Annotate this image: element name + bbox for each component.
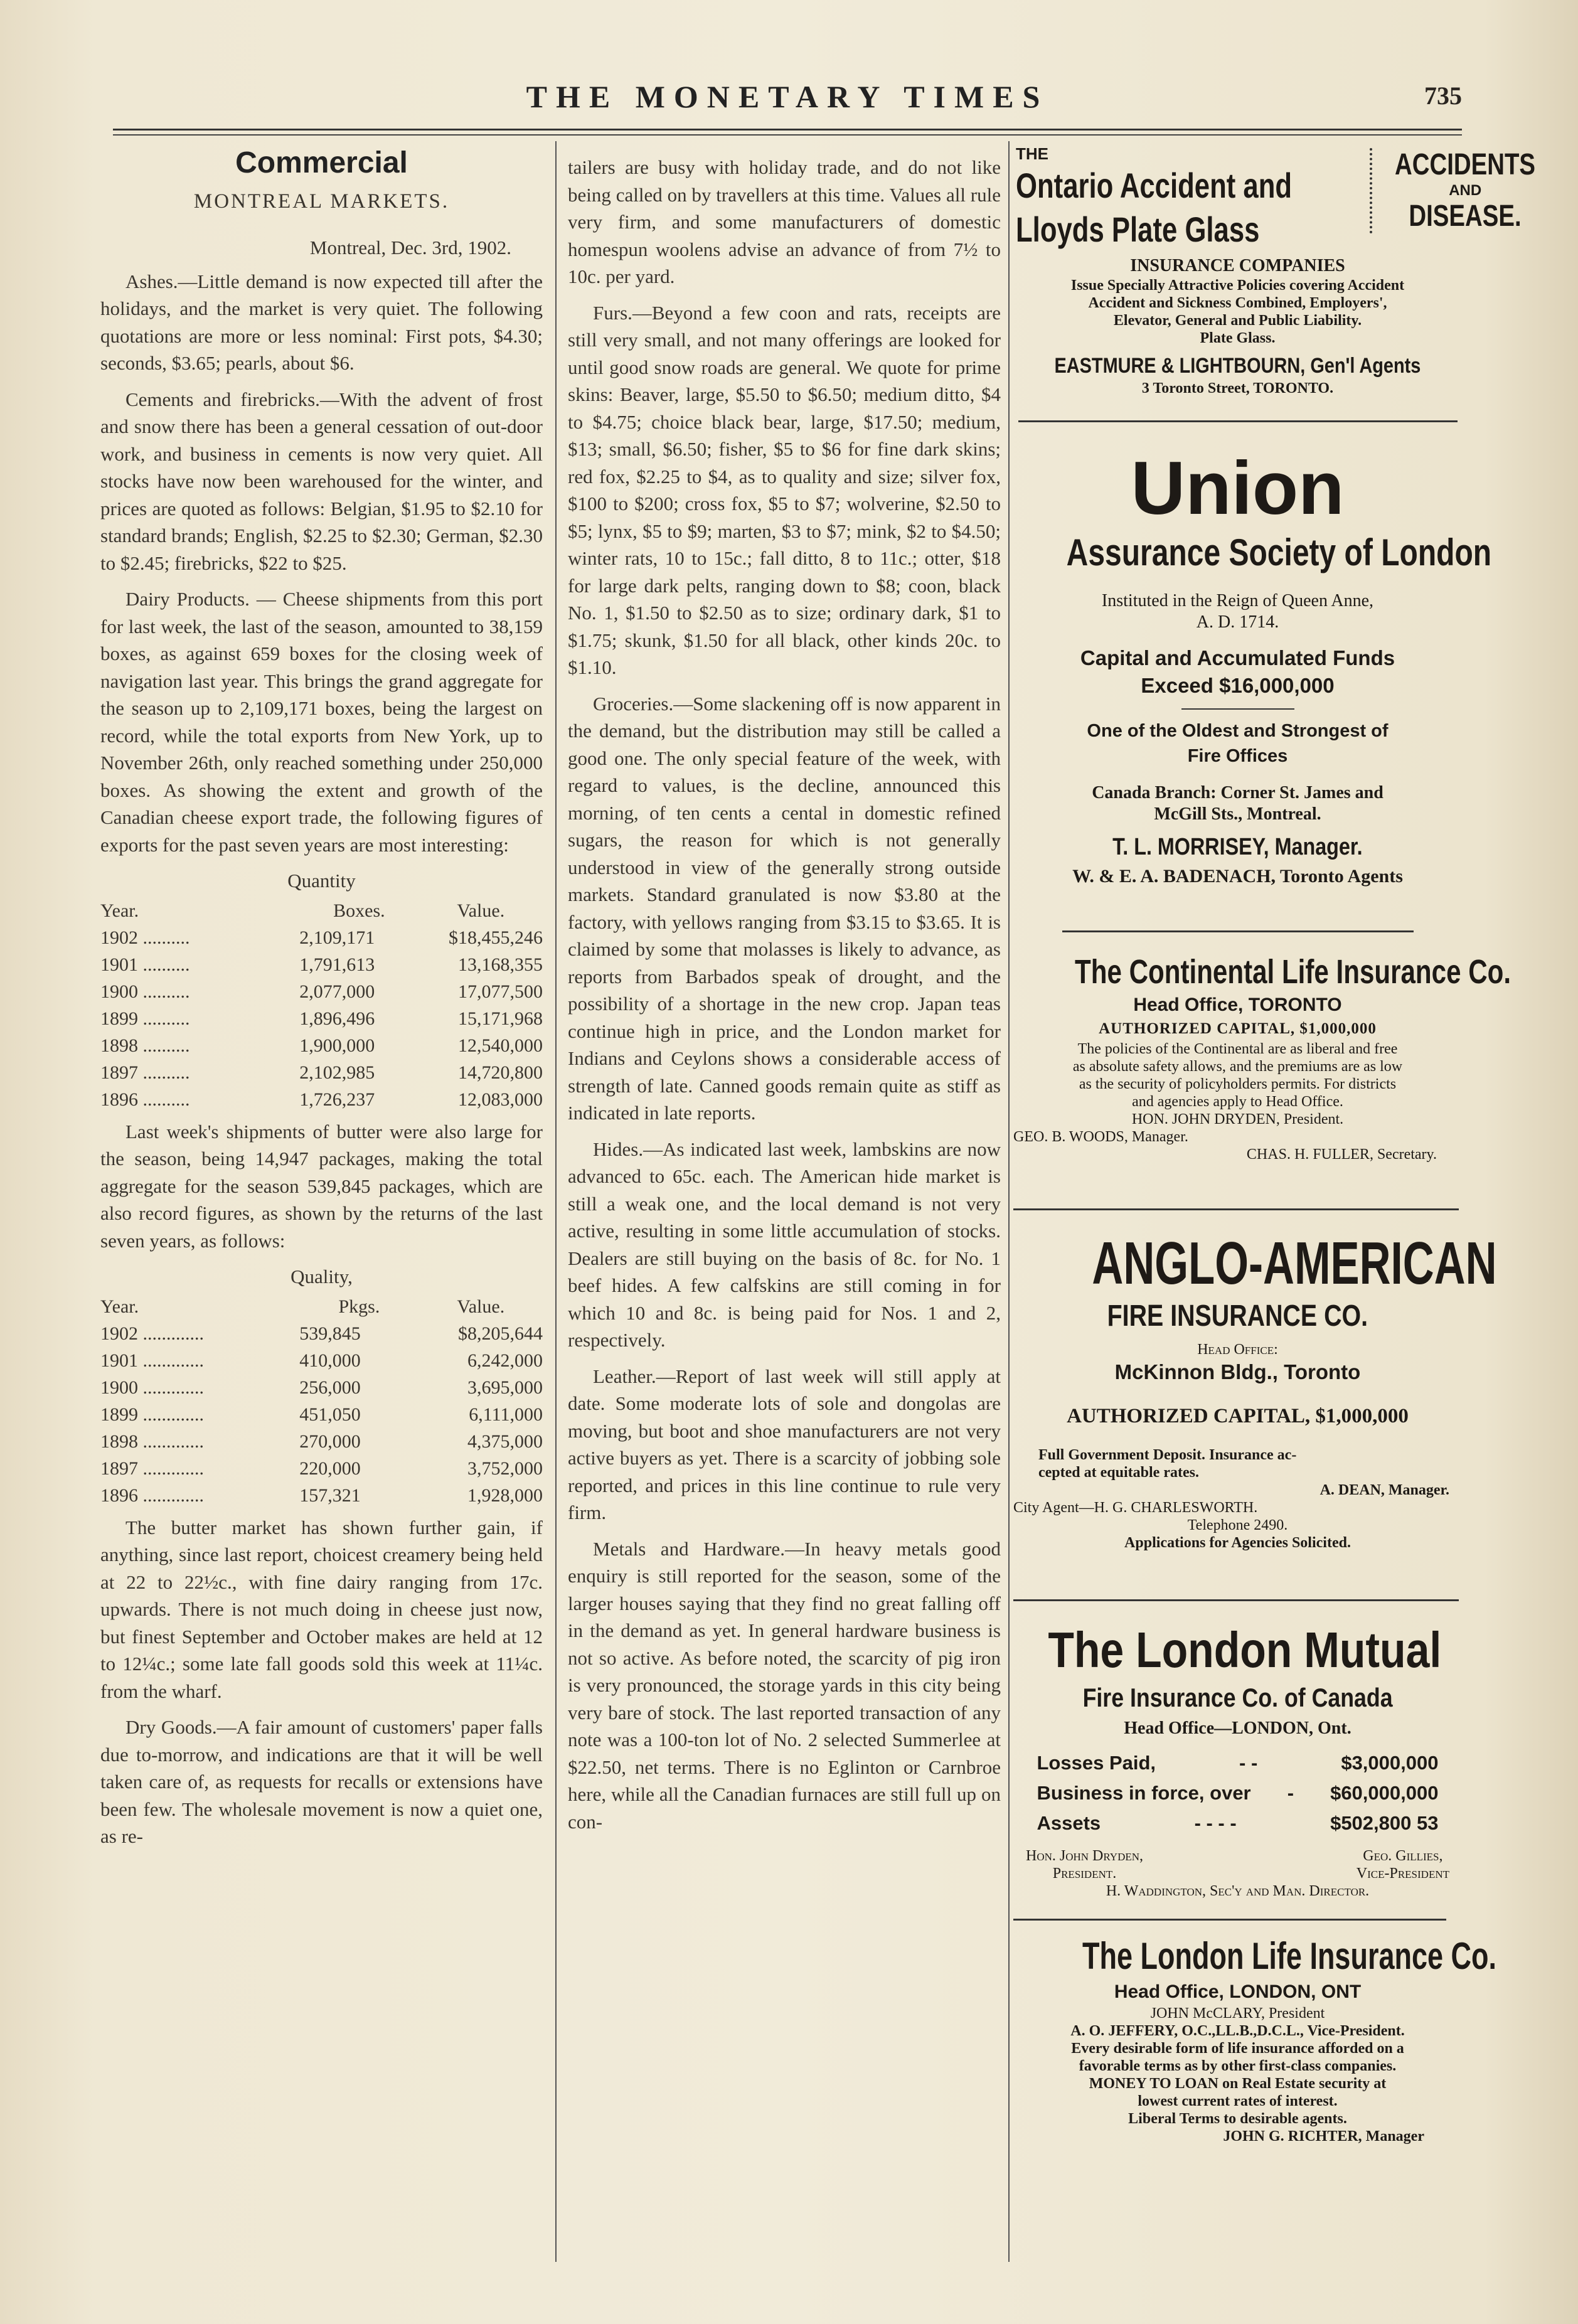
ad-london-life — [1013, 1933, 1497, 2145]
table-header: Pkgs. — [338, 1296, 380, 1317]
ad-company-name: Ontario Accident and — [1016, 166, 1293, 205]
table-cell: 1,928,000 — [467, 1484, 543, 1506]
ad-capital: Exceed $16,000,000 — [1141, 674, 1335, 697]
ad-text: as absolute safety allows, and the premiums are as low — [1072, 1058, 1403, 1075]
paragraph-butter: Last week's shipments of butter were also large for the season, being 14,947 packages, making the total aggregate for the season 539,845 packages, which are also record figures, as shown by the returns of the last seven years, as follows: — [100, 1120, 543, 1252]
ad-capital: AUTHORIZED CAPITAL, $1,000,000 — [1067, 1405, 1409, 1427]
table-cell: 451,050 — [299, 1404, 361, 1425]
paragraph-dairy: Dairy Products. — Cheese shipments from this port for last week, the last of the season, amounted to 38,159 boxes, as against 659 boxes for the closing week of navigation last year. This brings the grand aggregate for the season up to 2,109,171 boxes, being the largest on record, while the total exports from New York, up to November 26th, only reached something under 250,000 boxes. As showing the extent and growth of the Canadian cheese export trade, the following figures of exports for the past seven years are most interesting: — [100, 588, 543, 856]
table-cell: 6,242,000 — [467, 1350, 543, 1371]
ad-text: Head Office: — [1197, 1341, 1278, 1358]
table-cell: 157,321 — [299, 1484, 361, 1506]
officer-name: Geo. Gillies, — [1363, 1848, 1443, 1864]
ad-text: City Agent—H. G. CHARLESWORTH. — [1013, 1500, 1258, 1516]
table-cell: 12,540,000 — [458, 1035, 543, 1056]
ad-companies-label: INSURANCE COMPANIES — [1130, 256, 1345, 275]
stat-value: $60,000,000 — [1330, 1782, 1439, 1804]
page-number: 735 — [1424, 82, 1462, 110]
paragraph-butter-market: The butter market has shown further gain, if anything, since last report, choicest creamery being held at 22 to 22½c., with fine dairy ranging from 17c. upwards. There is not much doing in cheese just now, but finest September and October makes are held at 12 to 12¼c.; some late fall goods sold this week at 11¼c. from the wharf. — [100, 1516, 543, 1702]
ad-side-text: AND — [1449, 182, 1482, 199]
table-cell: 1898 .......... — [100, 1035, 190, 1056]
table-cell: 1900 ............. — [100, 1377, 204, 1398]
stat-row — [1037, 1748, 1439, 1778]
column-divider — [555, 141, 557, 2262]
ad-text: McGill Sts., Montreal. — [1154, 804, 1321, 824]
stat-value: $3,000,000 — [1341, 1752, 1439, 1774]
table-cell: 1901 .......... — [100, 954, 190, 975]
ad-text: Telephone 2490. — [1187, 1517, 1288, 1533]
table-cell: 1,896,496 — [299, 1008, 375, 1029]
table-cell: 1898 ............. — [100, 1431, 204, 1452]
table-cell: 1897 ............. — [100, 1458, 204, 1479]
officer-name: Hon. John Dryden, — [1026, 1848, 1144, 1864]
paragraph-ashes: Ashes.—Little demand is now expected till after the holidays, and the market is very quiet. The following quotations are more or less nominal: First pots, $4.30; seconds, $3.65; pearls, about $6. — [100, 270, 543, 374]
table-row — [100, 1374, 543, 1401]
table-cell: $8,205,644 — [458, 1323, 543, 1344]
stat-value: $502,800 53 — [1330, 1812, 1439, 1834]
table-cell: 2,109,171 — [299, 927, 375, 948]
paragraph-cements: Cements and firebricks.—With the advent of frost and snow there has been a general cessation of out-door work, and business in cements is now very quiet. All stocks have now been warehoused for the winter, and prices are quoted as follows: Belgian, $1.95 to $2.10 for standard brands; English, $2.25 to $2.30; German, $2.30 to $2.45; firebricks, $22 to $25. — [100, 388, 543, 574]
ad-text: Canada Branch: Corner St. James and — [1092, 783, 1383, 802]
ad-text: cepted at equitable rates. — [1038, 1464, 1199, 1481]
ad-officers — [1013, 1847, 1462, 1882]
ad-text: A. O. JEFFERY, O.C.,LL.B.,D.C.L., Vice-President. — [1070, 2023, 1405, 2039]
table-row — [100, 1455, 543, 1482]
table-cell: 256,000 — [299, 1377, 361, 1398]
stat-label: Assets — [1037, 1812, 1101, 1834]
page-header — [113, 78, 1462, 122]
ad-agents: EASTMURE & LIGHTBOURN, Gen'l Agents — [1054, 354, 1421, 378]
ad-title: Union — [1131, 446, 1345, 530]
ad-text: McKinnon Bldg., Toronto — [1114, 1360, 1361, 1383]
ad-separator — [1062, 930, 1414, 932]
stat-row — [1037, 1778, 1439, 1808]
column-divider — [1008, 141, 1010, 2262]
ad-title: ANGLO-AMERICAN — [1092, 1230, 1497, 1297]
table-cell: $18,455,246 — [449, 927, 543, 948]
ad-text: Head Office, LONDON, ONT — [1114, 1981, 1362, 2002]
cheese-export-table — [100, 897, 543, 1113]
ad-text: Full Government Deposit. Insurance ac- — [1038, 1447, 1297, 1463]
ad-text: GEO. B. WOODS, Manager. — [1013, 1129, 1188, 1145]
table-row — [100, 1059, 543, 1086]
table-row — [100, 1428, 543, 1455]
table-header: Value. — [457, 1296, 505, 1317]
ad-capital: Capital and Accumulated Funds — [1080, 646, 1395, 669]
table-row — [100, 951, 543, 978]
ad-text: as the security of policyholders permits. For districts — [1079, 1076, 1397, 1092]
ad-text: The policies of the Continental are as liberal and free — [1077, 1041, 1398, 1057]
officer-left — [1026, 1847, 1143, 1882]
ad-subtitle: Fire Insurance Co. of Canada — [1082, 1683, 1393, 1712]
ad-text: JOHN McCLARY, President — [1150, 2005, 1325, 2022]
table-row — [100, 924, 543, 951]
ad-subtitle: FIRE INSURANCE CO. — [1107, 1299, 1368, 1333]
ad-address: 3 Toronto Street, TORONTO. — [1141, 380, 1334, 397]
table-cell: 1902 .......... — [100, 927, 190, 948]
paragraph-metals: Metals and Hardware.—In heavy metals good enquiry is still reported for the season, some of the larger houses saying that they find no great falling off in the demand as yet. In general hardware business is not so active. As before noted, the scarcity of pig iron is very pronounced, the storage yards in this city being very bare of stock. The last reported transaction of any note was a 100-ton lot of No. 2 selected Summerlee at $22.50, net terms. There is no Eglinton or Carnbroe here, while all the Canadian furnaces are still full up on con- — [568, 1537, 1001, 1833]
column-2 — [568, 154, 1001, 1844]
table-row — [100, 978, 543, 1005]
ad-text: Liberal Terms to desirable agents. — [1128, 2111, 1347, 2127]
header-rule-thin — [113, 134, 1462, 136]
advertisements-column — [1013, 144, 1536, 2145]
ad-text: lowest current rates of interest. — [1138, 2093, 1338, 2109]
paragraph-groceries: Groceries.—Some slackening off is now apparent in the demand, but the distribution may still be called a good one. The only special feature of the week, with regard to values, is the decline, announced this morning, of ten cents a cental in domestic refined sugars, the reason for which is not generally understood in view of the generally strong outside markets. Standard granulated is now $3.80 at the factory, with yellows ranging from $3.15 to $3.65. It is claimed by some that molasses is likely to advance, as reports from Barbados speak of drought, and the possibility of a shortage in the new crop. Japan teas continue high in price, and the London market for Indians and Ceylons shows a considerable access of strength of late. Canned goods remain quite as stiff as indicated in late reports. — [568, 692, 1001, 1124]
table-cell: 6,111,000 — [469, 1404, 543, 1425]
ad-text: Every desirable form of life insurance afforded on a — [1071, 2040, 1404, 2057]
butter-export-table — [100, 1293, 543, 1509]
ad-text: Issue Specially Attractive Policies covering Accident — [1070, 277, 1405, 294]
officer-title: President. — [1052, 1865, 1117, 1882]
ad-separator — [1013, 1919, 1446, 1921]
table-header: Value. — [457, 900, 505, 921]
table-cell: 270,000 — [299, 1431, 361, 1452]
ad-subtitle: Assurance Society of London — [1066, 531, 1492, 573]
table-cell: 1897 .......... — [100, 1062, 190, 1083]
table-row — [100, 1401, 543, 1428]
table-cell: 17,077,500 — [458, 981, 543, 1002]
ad-text: and agencies apply to Head Office. — [1132, 1094, 1343, 1110]
ad-separator — [1013, 1208, 1459, 1210]
ad-text: CHAS. H. FULLER, Secretary. — [1246, 1146, 1437, 1163]
cheese-table-caption: Quantity — [287, 870, 356, 892]
header-rule — [113, 129, 1462, 131]
ad-text: Elevator, General and Public Liability. — [1113, 312, 1362, 329]
ad-text: A. DEAN, Manager. — [1319, 1482, 1449, 1498]
table-cell: 13,168,355 — [458, 954, 543, 975]
table-cell: 1900 .......... — [100, 981, 190, 1002]
ad-separator — [1013, 1599, 1459, 1601]
stat-row — [1037, 1808, 1439, 1838]
table-row — [100, 1347, 543, 1374]
table-cell: 220,000 — [299, 1458, 361, 1479]
ad-the-label: THE — [1016, 144, 1048, 163]
column-1 — [100, 143, 543, 1859]
officer-right — [1357, 1847, 1449, 1882]
ad-text: JOHN G. RICHTER, Manager — [1223, 2128, 1424, 2145]
masthead: THE MONETARY TIMES — [526, 79, 1049, 114]
ad-continental-life — [1013, 951, 1511, 1196]
paragraph-hides: Hides.—As indicated last week, lambskins are now advanced to 65c. each. The American hide market is still a weak one, and the local demand is not very active, resulting in some little accumulation of stocks. Dealers are still buying on the basis of 8c. for No. 1 beef hides. A few calfskins are still coming in for which 10 and 8c. is being paid for Nos. 1 and 2, respectively. — [568, 1138, 1001, 1351]
ad-side-text: DISEASE. — [1409, 200, 1522, 233]
table-cell: 1899 ............. — [100, 1404, 204, 1425]
stat-dots: - - - - — [1194, 1812, 1237, 1834]
table-header: Boxes. — [333, 900, 385, 921]
table-cell: 14,720,800 — [458, 1062, 543, 1083]
ad-title: The London Mutual — [1048, 1622, 1442, 1678]
paragraph-continued: tailers are busy with holiday trade, and do not like being called on by travellers at this time. Values all rule very firm, and some manufacturers of domestic homespun woolens advise an advance of from 7½ to 10c. per yard. — [568, 156, 1001, 287]
ad-agents: W. & E. A. BADENACH, Toronto Agents — [1072, 866, 1403, 887]
stat-dots: - — [1287, 1782, 1294, 1804]
ad-text: Head Office, TORONTO — [1133, 994, 1342, 1015]
table-cell: 12,083,000 — [458, 1089, 543, 1110]
ad-divider — [1181, 708, 1294, 710]
ad-anglo-american — [1013, 1229, 1497, 1593]
table-header: Year. — [100, 900, 139, 921]
table-cell: 1,791,613 — [299, 954, 375, 975]
ad-ontario-accident — [1013, 144, 1536, 420]
ad-capital: AUTHORIZED CAPITAL, $1,000,000 — [1099, 1020, 1377, 1037]
table-row — [100, 1482, 543, 1509]
ad-text: Accident and Sickness Combined, Employers', — [1088, 295, 1387, 311]
stat-dots: - - — [1239, 1752, 1258, 1774]
table-cell: 4,375,000 — [467, 1431, 543, 1452]
table-row — [100, 1005, 543, 1032]
table-cell: 1896 ............. — [100, 1484, 204, 1506]
table-cell: 539,845 — [299, 1323, 361, 1344]
butter-table-caption: Quality, — [291, 1266, 353, 1287]
paragraph-leather: Leather.—Report of last week will still apply at date. Some moderate lots of sole and dongolas are moving, but boot and shoe manufacturers are not very active buyers as yet. There is a scarcity of jobbing sole reported, and prices in this line continue to rule very firm. — [568, 1365, 1001, 1523]
section-title: Commercial — [235, 146, 408, 179]
ad-text: One of the Oldest and Strongest of — [1087, 721, 1389, 741]
table-cell: 15,171,968 — [458, 1008, 543, 1029]
paragraph-dry-goods: Dry Goods.—A fair amount of customers' paper falls due to-morrow, and indications are that it will be well taken care of, as requests for recalls or extensions have been few. The wholesale movement is now a quiet one, as re- — [100, 1716, 543, 1847]
table-cell: 1896 .......... — [100, 1089, 190, 1110]
table-header: Year. — [100, 1296, 139, 1317]
ad-text: Head Office—LONDON, Ont. — [1124, 1719, 1351, 1738]
dateline: Montreal, Dec. 3rd, 1902. — [309, 237, 511, 259]
officer-title: Vice-President — [1356, 1865, 1449, 1882]
section-subtitle: MONTREAL MARKETS. — [193, 189, 450, 213]
ad-text: HON. JOHN DRYDEN, President. — [1131, 1111, 1344, 1127]
table-cell: 410,000 — [299, 1350, 361, 1371]
table-row — [100, 1320, 543, 1347]
paragraph-furs: Furs.—Beyond a few coon and rats, receipts are still very small, and not many offerings are looked for until good snow roads are general. We quote for prime skins: Beaver, large, $5.50 to $6.50; medium ditto, $4 to $4.75; choice black bear, large, $17.50; medium, $13; small, $6.50; fisher, $5 to $6 for fine dark skins; red fox, $2.25 to $4, as to quality and size; silver fox, $100 to $200; cross fox, $5 to $7; wolverine, $2.50 to $5; lynx, $5 to $9; marten, $3 to $7; mink, $2 to $4.50; winter rats, 10 to 15c.; fall ditto, 8 to 11c.; otter, $18 for large dark pelts, ranging down to $8; coon, black No. 1, $1.50 to $2.50 as to size; ordinary dark, $1 to $1.75; skunk, $1.50 for all black, other kinds 20c. to $1.10. — [568, 301, 1001, 678]
ad-title: The Continental Life Insurance Co. — [1075, 953, 1511, 991]
ad-text: Plate Glass. — [1200, 330, 1276, 346]
table-cell: 2,102,985 — [299, 1062, 375, 1083]
ad-side-text: ACCIDENTS — [1395, 148, 1536, 181]
ad-separator — [1018, 420, 1458, 422]
table-row — [100, 1032, 543, 1059]
table-cell: 1901 ............. — [100, 1350, 204, 1371]
ad-company-name: Lloyds Plate Glass — [1016, 210, 1260, 249]
ad-manager: T. L. MORRISEY, Manager. — [1112, 834, 1363, 860]
table-cell: 1899 .......... — [100, 1008, 190, 1029]
ad-text: H. Waddington, Sec'y and Man. Director. — [1106, 1883, 1370, 1899]
table-cell: 3,752,000 — [467, 1458, 543, 1479]
ad-text: A. D. 1714. — [1196, 612, 1279, 632]
stat-label: Losses Paid, — [1037, 1752, 1156, 1774]
table-cell: 1,726,237 — [299, 1089, 375, 1110]
table-row — [100, 1086, 543, 1113]
ad-text: Applications for Agencies Solicited. — [1124, 1535, 1351, 1551]
ad-union-assurance — [1013, 446, 1492, 930]
ad-text: Instituted in the Reign of Queen Anne, — [1101, 591, 1374, 610]
ad-text: MONEY TO LOAN on Real Estate security at — [1089, 2076, 1387, 2092]
table-cell: 3,695,000 — [467, 1377, 543, 1398]
table-cell: 2,077,000 — [299, 981, 375, 1002]
ad-stats — [1037, 1748, 1439, 1838]
ad-text: favorable terms as by other first-class companies. — [1079, 2058, 1397, 2074]
ad-title: The London Life Insurance Co. — [1082, 1935, 1497, 1977]
ad-text: Fire Offices — [1187, 746, 1288, 766]
table-cell: 1,900,000 — [299, 1035, 375, 1056]
table-cell: 1902 ............. — [100, 1323, 204, 1344]
ad-london-mutual — [1013, 1620, 1462, 1915]
stat-label: Business in force, over — [1037, 1782, 1251, 1804]
